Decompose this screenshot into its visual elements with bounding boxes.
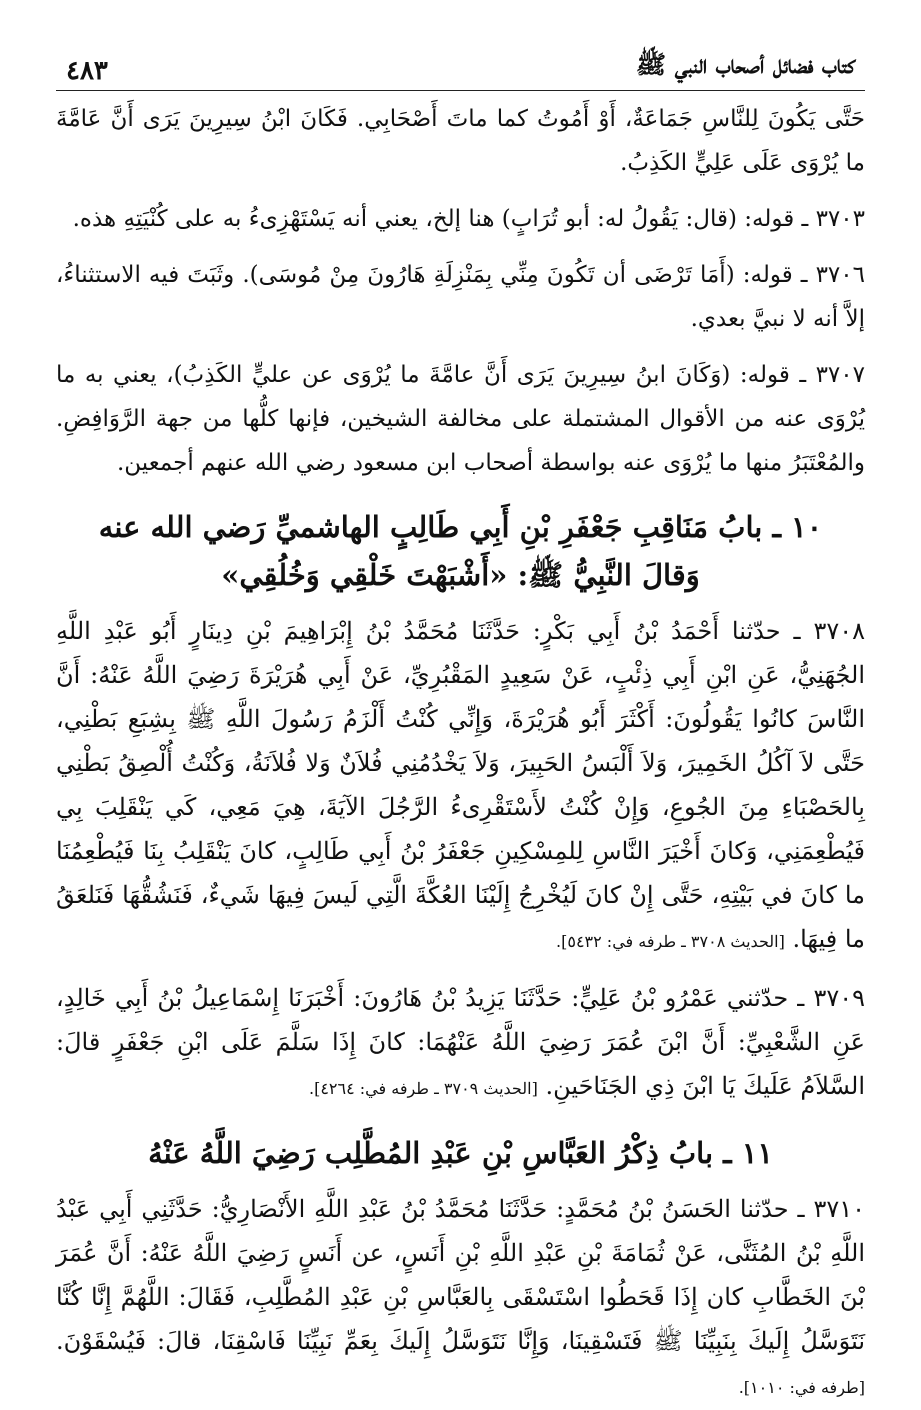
- page-number: ٤٨٣: [66, 56, 108, 86]
- commentary-3707: ٣٧٠٧ ـ قوله: (وَكَانَ ابنُ سِيرِينَ يَرَى أَنَّ عامَّةَ ما يُرْوَى عن عليٍّ الكَذِبُ)، يعني به ما يُرْوَى عنه من الأقوال المشتملة على مخالفة الشيخين، فإنها كلُّها من جهة الرَّوَافِضِ. والمُعْتَبَرُ منها ما يُرْوَى عنه بواسطة أصحاب ابن مسعود رضي الله عنهم أجمعين.: [56, 362, 865, 476]
- hadith-3708: [56, 609, 865, 964]
- chapter-heading-10-line1: ١٠ ـ بابُ مَنَاقِبِ جَعْفَرِ بْنِ أَبِي طَالِبٍ الهاشميِّ رَضي الله عنه: [98, 510, 823, 544]
- running-title: كتاب فضائل أصحاب النبي ﷺ: [635, 50, 855, 79]
- chapter-heading-11: [56, 1129, 865, 1177]
- hadith-3710-note: [طرفه في: ١٠١٠].: [738, 1378, 865, 1397]
- commentary-3706: ٣٧٠٦ ـ قوله: (أَمَا تَرْضَى أن تَكُونَ مِنِّي بِمَنْزِلَةِ هَارُونَ مِنْ مُوسَى). وثَبَتَ فيه الاستثناءُ، إلاَّ أنه لا نبيَّ بعدي.: [56, 262, 865, 332]
- chapter-heading-11-line1: ١١ ـ بابُ ذِكْرُ العَبَّاسِ بْنِ عَبْدِ المُطَّلِب رَضِيَ اللَّهُ عَنْهُ: [148, 1136, 773, 1170]
- hadith-3709-note: [الحديث ٣٧٠٩ ـ طرفه في: ٤٢٦٤].: [308, 1079, 538, 1098]
- hadith-3709: [56, 976, 865, 1111]
- chapter-heading-10-line2: وَقالَ النَّبِيُّ ﷺ: «أَشْبَهْتَ خَلْقِي وَخُلُقِي»: [221, 558, 700, 592]
- hadith-3710: [56, 1187, 865, 1410]
- hadith-3710-text: ٣٧١٠ ـ حدّثنا الحَسَنُ بْنُ مُحَمَّدٍ: حَدَّثَنَا مُحَمَّدُ بْنُ عَبْدِ اللَّهِ الأَنْصَارِيُّ: حَدَّثَنِي أَبِي عَبْدُ اللَّهِ بْنُ المُثَنَّى، عَنْ ثُمَامَةَ بْنِ عَبْدِ اللَّهِ بْنِ أَنَسٍ، عن أَنَسٍ رَضِيَ اللَّهُ عَنْهُ: أَنَّ عُمَرَ بْنَ الخَطَّابِ كان إِذَا قَحَطُوا اسْتَسْقَى بِالعَبَّاسِ بْنِ عَبْدِ المُطَّلِبِ، فَقَالَ: اللَّهُمَّ إِنَّا كُنَّا نَتَوَسَّلُ إِلَيكَ بِنَبِيِّنَا ﷺ فَتَسْقِينَا، وَإِنَّا نَتَوَسَّلُ إِلَيكَ بِعَمِّ نَبِيِّنَا فَاسْقِنَا، قالَ: فَيُسْقَوْنَ.: [56, 1195, 865, 1355]
- hadith-3708-note: [الحديث ٣٧٠٨ ـ طرفه في: ٥٤٣٢].: [556, 932, 785, 951]
- commentary-continuation: حَتَّى يَكُونَ لِلنَّاسِ جَمَاعَةٌ، أَوْ أَمُوتُ كما ماتَ أَصْحَابِي. فَكَانَ ابْنُ سِيرِينَ يَرَى أَنَّ عَامَّةَ ما يُرْوَى عَلَى عَلِيٍّ الكَذِبُ.: [56, 106, 865, 176]
- commentary-3703: ٣٧٠٣ ـ قوله: (قال: يَقُولُ له: أبو تُرَابٍ) هنا إلخ، يعني أنه يَسْتَهْزِىءُ به على كُنْيَتِهِ هذه.: [72, 206, 865, 232]
- hadith-3708-text: ٣٧٠٨ ـ حدّثنا أَحْمَدُ بْنُ أَبِي بَكْرٍ: حَدَّثَنَا مُحَمَّدُ بْنُ إِبْرَاهِيمَ بْنِ دِينَارٍ أَبُو عَبْدِ اللَّهِ الجُهَنِيُّ، عَنِ ابْنِ أَبِي ذِئْبٍ، عَنْ سَعِيدٍ المَقْبُرِيِّ، عَنْ أَبِي هُرَيْرَةَ رَضِيَ اللَّهُ عَنْهُ: أَنَّ النَّاسَ كانُوا يَقُولُونَ: أَكْثَرَ أَبُو هُرَيْرَةَ، وَإِنِّي كُنْتُ أَلْزَمُ رَسُولَ اللَّهِ ﷺ بِشِبَعِ بَطْنِي، حَتَّى لاَ آكُلُ الخَمِيرَ، وَلاَ أَلْبَسُ الحَبِيرَ، وَلاَ يَخْدُمُنِي فُلاَنٌ وَلا فُلاَنَةُ، وَكُنْتُ أُلْصِقُ بَطْنِي بِالحَصْبَاءِ مِنَ الجُوعِ، وَإِنْ كُنْتُ لأَسْتَقْرِىءُ الرَّجُلَ الآيَةَ، هِيَ مَعِي، كَي يَنْقَلِبَ بِي فَيُطْعِمَنِي، وَكانَ أَخْيَرَ النَّاسِ لِلمِسْكِينِ جَعْفَرُ بْنُ أَبِي طَالِبٍ، كانَ يَنْقَلِبُ بِنَا فَيُطْعِمُنَا ما كانَ في بَيْتِهِ، حَتَّى إِنْ كانَ لَيُخْرِجُ إِلَيْنَا العُكَّةَ الَّتِي لَيسَ فِيهَا شَيءٌ، فَنَشُقُّهَا فَنَلعَقُ ما فِيهَا.: [56, 617, 865, 953]
- chapter-heading-10: [56, 503, 865, 599]
- hadith-3709-text: ٣٧٠٩ ـ حدّثني عَمْرُو بْنُ عَلِيٍّ: حَدَّثَنَا يَزِيدُ بْنُ هَارُونَ: أَخْبَرَنَا إِسْمَاعِيلُ بْنُ أَبِي خَالِدٍ، عَنِ الشَّعْبِيِّ: أَنَّ ابْنَ عُمَرَ رَضِيَ اللَّهُ عَنْهُمَا: كانَ إِذَا سَلَّمَ عَلَى ابْنِ جَعْفَرٍ قالَ: السَّلاَمُ عَلَيكَ يَا ابْنَ ذِي الجَنَاحَينِ.: [56, 984, 865, 1100]
- page-header: [56, 40, 865, 86]
- header-rule: [56, 90, 865, 91]
